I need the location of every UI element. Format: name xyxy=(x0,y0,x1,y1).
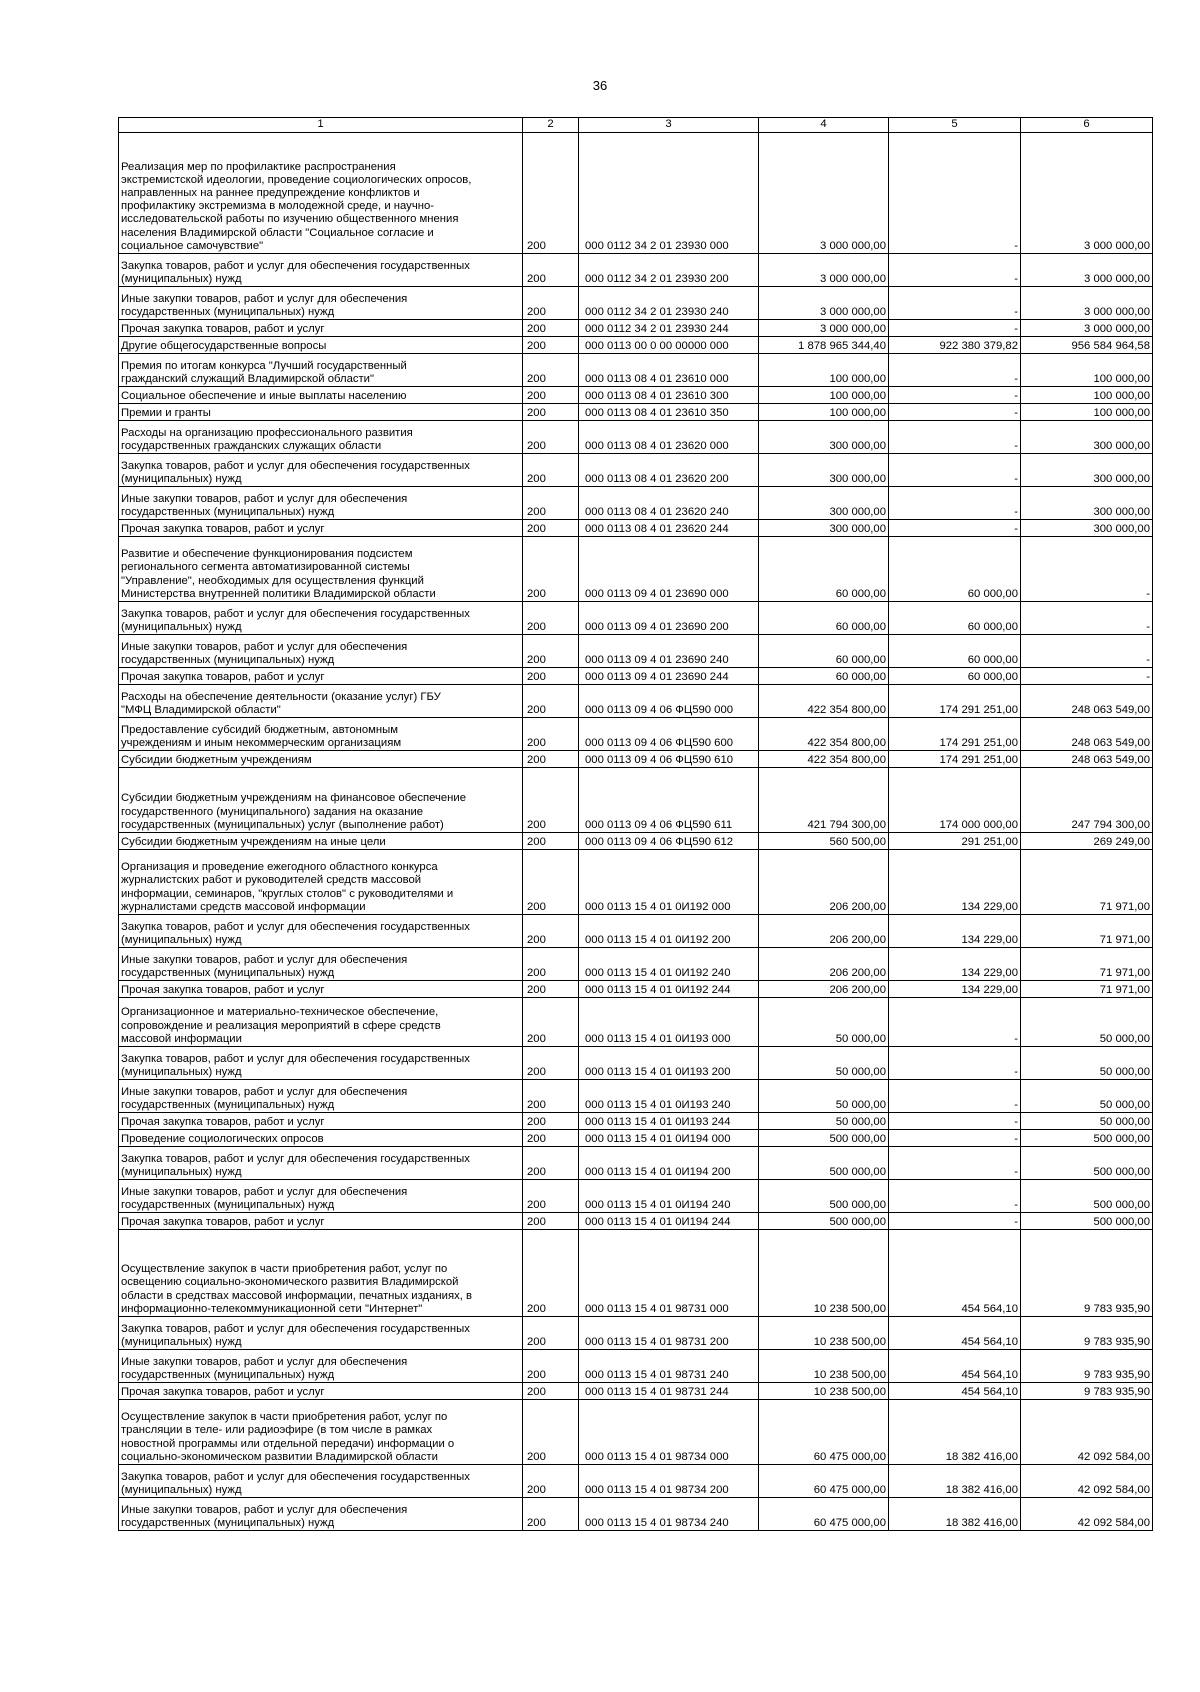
table-row xyxy=(119,354,1153,387)
row-amount-total-cell: 50 000,00 xyxy=(759,1113,889,1130)
row-code-cell: 000 0113 09 4 01 23690 000 xyxy=(579,537,759,602)
row-amount-col6-cell: 248 063 549,00 xyxy=(1021,718,1153,751)
row-rzd-cell: 200 xyxy=(523,387,579,404)
row-amount-total-cell: 100 000,00 xyxy=(759,387,889,404)
row-amount-col6-cell: 300 000,00 xyxy=(1021,520,1153,537)
row-amount-col5-cell: - xyxy=(889,998,1021,1047)
row-name-cell: Расходы на организацию профессионального развития государственных гражданских служащих области xyxy=(119,421,523,454)
row-rzd-cell: 200 xyxy=(523,602,579,635)
table-row xyxy=(119,915,1153,948)
row-code-cell: 000 0113 15 4 01 0И194 200 xyxy=(579,1147,759,1180)
row-amount-col5-cell: - xyxy=(889,133,1021,254)
row-amount-col6-cell: 3 000 000,00 xyxy=(1021,287,1153,320)
row-name-cell: Проведение социологических опросов xyxy=(119,1130,523,1147)
row-amount-col6-cell: 269 249,00 xyxy=(1021,833,1153,850)
row-amount-total-cell: 50 000,00 xyxy=(759,998,889,1047)
row-code-cell: 000 0113 15 4 01 0И193 200 xyxy=(579,1047,759,1080)
row-amount-col5-cell: - xyxy=(889,1113,1021,1130)
row-amount-col5-cell: 454 564,10 xyxy=(889,1230,1021,1317)
row-rzd-cell: 200 xyxy=(523,404,579,421)
row-rzd-cell: 200 xyxy=(523,1130,579,1147)
row-amount-col5-cell: 60 000,00 xyxy=(889,602,1021,635)
row-rzd-cell: 200 xyxy=(523,337,579,354)
row-amount-total-cell: 206 200,00 xyxy=(759,850,889,915)
row-amount-col6-cell: 248 063 549,00 xyxy=(1021,685,1153,718)
row-amount-col6-cell: 248 063 549,00 xyxy=(1021,751,1153,768)
table-row xyxy=(119,768,1153,833)
row-amount-total-cell: 300 000,00 xyxy=(759,487,889,520)
row-rzd-cell: 200 xyxy=(523,1213,579,1230)
row-amount-col5-cell: 454 564,10 xyxy=(889,1317,1021,1350)
row-amount-col5-cell: 60 000,00 xyxy=(889,668,1021,685)
row-code-cell: 000 0113 15 4 01 98731 244 xyxy=(579,1383,759,1400)
row-rzd-cell: 200 xyxy=(523,354,579,387)
table-row xyxy=(119,520,1153,537)
table-row xyxy=(119,718,1153,751)
row-amount-total-cell: 560 500,00 xyxy=(759,833,889,850)
row-amount-col6-cell: 100 000,00 xyxy=(1021,404,1153,421)
row-amount-col5-cell: - xyxy=(889,404,1021,421)
row-name-cell: Прочая закупка товаров, работ и услуг xyxy=(119,981,523,998)
table-row xyxy=(119,602,1153,635)
row-amount-col5-cell: 174 291 251,00 xyxy=(889,685,1021,718)
row-rzd-cell: 200 xyxy=(523,421,579,454)
table-row xyxy=(119,1465,1153,1498)
row-rzd-cell: 200 xyxy=(523,1080,579,1113)
row-amount-total-cell: 10 238 500,00 xyxy=(759,1317,889,1350)
row-code-cell: 000 0113 15 4 01 0И193 244 xyxy=(579,1113,759,1130)
row-name-cell: Субсидии бюджетным учреждениям на финансовое обеспечение государственного (муниципального) задания на оказание государственных (муниципальных) услуг (выполнение работ) xyxy=(119,768,523,833)
row-amount-total-cell: 3 000 000,00 xyxy=(759,287,889,320)
row-amount-total-cell: 1 878 965 344,40 xyxy=(759,337,889,354)
row-name-cell: Иные закупки товаров, работ и услуг для обеспечения государственных (муниципальных) нужд xyxy=(119,1180,523,1213)
table-header-row xyxy=(119,118,1153,133)
table-row xyxy=(119,1080,1153,1113)
row-amount-col5-cell: 134 229,00 xyxy=(889,981,1021,998)
table-row xyxy=(119,1498,1153,1531)
row-code-cell: 000 0113 15 4 01 98731 240 xyxy=(579,1350,759,1383)
row-name-cell: Премия по итогам конкурса "Лучший государственный гражданский служащий Владимирской области" xyxy=(119,354,523,387)
row-amount-col5-cell: 18 382 416,00 xyxy=(889,1400,1021,1465)
row-amount-total-cell: 60 000,00 xyxy=(759,537,889,602)
row-code-cell: 000 0113 08 4 01 23610 300 xyxy=(579,387,759,404)
row-code-cell: 000 0113 15 4 01 98734 000 xyxy=(579,1400,759,1465)
row-rzd-cell: 200 xyxy=(523,1047,579,1080)
row-rzd-cell: 200 xyxy=(523,1400,579,1465)
row-code-cell: 000 0112 34 2 01 23930 240 xyxy=(579,287,759,320)
row-amount-col6-cell: - xyxy=(1021,602,1153,635)
row-amount-total-cell: 422 354 800,00 xyxy=(759,685,889,718)
row-amount-col6-cell: 247 794 300,00 xyxy=(1021,768,1153,833)
row-rzd-cell: 200 xyxy=(523,1465,579,1498)
row-name-cell: Осуществление закупок в части приобретения работ, услуг по освещению социально-экономического развития Владимирской области в средствах массовой информации, печатных изданиях, в информационно-телекоммуникационной сети "Интернет" xyxy=(119,1230,523,1317)
row-name-cell: Предоставление субсидий бюджетным, автономным учреждениям и иным некоммерческим организациям xyxy=(119,718,523,751)
row-name-cell: Иные закупки товаров, работ и услуг для обеспечения государственных (муниципальных) нужд xyxy=(119,1498,523,1531)
row-rzd-cell: 200 xyxy=(523,454,579,487)
row-name-cell: Премии и гранты xyxy=(119,404,523,421)
row-rzd-cell: 200 xyxy=(523,915,579,948)
row-name-cell: Иные закупки товаров, работ и услуг для обеспечения государственных (муниципальных) нужд xyxy=(119,635,523,668)
row-code-cell: 000 0113 15 4 01 0И193 000 xyxy=(579,998,759,1047)
row-amount-total-cell: 422 354 800,00 xyxy=(759,751,889,768)
row-code-cell: 000 0113 15 4 01 98734 200 xyxy=(579,1465,759,1498)
row-amount-col6-cell: 50 000,00 xyxy=(1021,998,1153,1047)
table-row xyxy=(119,1383,1153,1400)
table-row xyxy=(119,287,1153,320)
row-name-cell: Субсидии бюджетным учреждениям на иные цели xyxy=(119,833,523,850)
table-row xyxy=(119,1147,1153,1180)
row-name-cell: Прочая закупка товаров, работ и услуг xyxy=(119,1383,523,1400)
row-amount-total-cell: 300 000,00 xyxy=(759,454,889,487)
row-amount-col6-cell: 9 783 935,90 xyxy=(1021,1317,1153,1350)
row-amount-col6-cell: 100 000,00 xyxy=(1021,354,1153,387)
row-amount-col5-cell: 60 000,00 xyxy=(889,537,1021,602)
row-name-cell: Закупка товаров, работ и услуг для обеспечения государственных (муниципальных) нужд xyxy=(119,1465,523,1498)
table-row xyxy=(119,133,1153,254)
table-row xyxy=(119,1350,1153,1383)
row-name-cell: Иные закупки товаров, работ и услуг для обеспечения государственных (муниципальных) нужд xyxy=(119,487,523,520)
row-amount-total-cell: 206 200,00 xyxy=(759,948,889,981)
row-amount-col5-cell: - xyxy=(889,454,1021,487)
row-amount-col6-cell: 71 971,00 xyxy=(1021,850,1153,915)
row-amount-col5-cell: 291 251,00 xyxy=(889,833,1021,850)
row-code-cell: 000 0113 08 4 01 23610 350 xyxy=(579,404,759,421)
row-name-cell: Иные закупки товаров, работ и услуг для обеспечения государственных (муниципальных) нужд xyxy=(119,287,523,320)
header-cell: 1 xyxy=(119,118,523,133)
row-amount-total-cell: 100 000,00 xyxy=(759,404,889,421)
table-row xyxy=(119,254,1153,287)
row-amount-total-cell: 421 794 300,00 xyxy=(759,768,889,833)
row-code-cell: 000 0113 09 4 01 23690 244 xyxy=(579,668,759,685)
row-amount-total-cell: 3 000 000,00 xyxy=(759,254,889,287)
row-code-cell: 000 0112 34 2 01 23930 200 xyxy=(579,254,759,287)
row-code-cell: 000 0113 09 4 01 23690 240 xyxy=(579,635,759,668)
table-row xyxy=(119,751,1153,768)
table-row xyxy=(119,1400,1153,1465)
budget-table-body xyxy=(119,118,1153,1531)
table-row xyxy=(119,998,1153,1047)
row-amount-col6-cell: 50 000,00 xyxy=(1021,1113,1153,1130)
row-amount-total-cell: 60 000,00 xyxy=(759,635,889,668)
row-amount-col6-cell: 71 971,00 xyxy=(1021,915,1153,948)
header-cell: 2 xyxy=(523,118,579,133)
row-amount-total-cell: 10 238 500,00 xyxy=(759,1230,889,1317)
row-name-cell: Реализация мер по профилактике распространения экстремистской идеологии, проведение социологических опросов, направленных на раннее предупреждение конфликтов и профилактику экстремизма в молодежной среде, и научно- исследовательской работы по изучению общественного мнения населения Владимирской области "Социальное согласие и социальное самочувствие" xyxy=(119,133,523,254)
row-code-cell: 000 0113 15 4 01 0И194 240 xyxy=(579,1180,759,1213)
header-cell: 6 xyxy=(1021,118,1153,133)
row-name-cell: Прочая закупка товаров, работ и услуг xyxy=(119,320,523,337)
row-amount-col5-cell: - xyxy=(889,1080,1021,1113)
row-rzd-cell: 200 xyxy=(523,1498,579,1531)
table-row xyxy=(119,1180,1153,1213)
row-amount-col6-cell: 71 971,00 xyxy=(1021,981,1153,998)
row-amount-col6-cell: 71 971,00 xyxy=(1021,948,1153,981)
row-name-cell: Прочая закупка товаров, работ и услуг xyxy=(119,668,523,685)
row-amount-col6-cell: 9 783 935,90 xyxy=(1021,1350,1153,1383)
row-rzd-cell: 200 xyxy=(523,487,579,520)
table-row xyxy=(119,833,1153,850)
row-name-cell: Закупка товаров, работ и услуг для обеспечения государственных (муниципальных) нужд xyxy=(119,254,523,287)
row-amount-col5-cell: 174 000 000,00 xyxy=(889,768,1021,833)
row-code-cell: 000 0113 15 4 01 0И194 000 xyxy=(579,1130,759,1147)
row-amount-col6-cell: - xyxy=(1021,668,1153,685)
row-amount-col6-cell: 9 783 935,90 xyxy=(1021,1230,1153,1317)
row-rzd-cell: 200 xyxy=(523,1317,579,1350)
row-code-cell: 000 0113 15 4 01 0И192 240 xyxy=(579,948,759,981)
header-cell: 5 xyxy=(889,118,1021,133)
table-row xyxy=(119,685,1153,718)
row-amount-total-cell: 500 000,00 xyxy=(759,1147,889,1180)
row-amount-col6-cell: 3 000 000,00 xyxy=(1021,254,1153,287)
row-amount-col5-cell: - xyxy=(889,421,1021,454)
row-amount-total-cell: 60 475 000,00 xyxy=(759,1465,889,1498)
row-name-cell: Закупка товаров, работ и услуг для обеспечения государственных (муниципальных) нужд xyxy=(119,1047,523,1080)
row-amount-col6-cell: 500 000,00 xyxy=(1021,1130,1153,1147)
row-amount-col6-cell: - xyxy=(1021,537,1153,602)
table-row xyxy=(119,948,1153,981)
row-amount-col5-cell: 454 564,10 xyxy=(889,1350,1021,1383)
row-amount-col5-cell: 174 291 251,00 xyxy=(889,718,1021,751)
row-amount-col6-cell: 500 000,00 xyxy=(1021,1213,1153,1230)
row-amount-col5-cell: - xyxy=(889,1180,1021,1213)
row-code-cell: 000 0113 08 4 01 23620 244 xyxy=(579,520,759,537)
table-row xyxy=(119,1113,1153,1130)
row-rzd-cell: 200 xyxy=(523,287,579,320)
row-code-cell: 000 0113 08 4 01 23620 240 xyxy=(579,487,759,520)
row-amount-col5-cell: - xyxy=(889,1047,1021,1080)
row-code-cell: 000 0113 09 4 06 ФЦ590 610 xyxy=(579,751,759,768)
row-amount-total-cell: 60 000,00 xyxy=(759,602,889,635)
row-amount-total-cell: 300 000,00 xyxy=(759,421,889,454)
row-rzd-cell: 200 xyxy=(523,751,579,768)
table-row xyxy=(119,981,1153,998)
row-amount-total-cell: 3 000 000,00 xyxy=(759,320,889,337)
budget-table xyxy=(118,117,1153,1531)
row-rzd-cell: 200 xyxy=(523,1230,579,1317)
row-amount-col6-cell: 42 092 584,00 xyxy=(1021,1465,1153,1498)
row-rzd-cell: 200 xyxy=(523,718,579,751)
row-code-cell: 000 0113 09 4 06 ФЦ590 611 xyxy=(579,768,759,833)
row-amount-total-cell: 60 000,00 xyxy=(759,668,889,685)
row-name-cell: Закупка товаров, работ и услуг для обеспечения государственных (муниципальных) нужд xyxy=(119,602,523,635)
row-amount-col5-cell: - xyxy=(889,487,1021,520)
row-code-cell: 000 0112 34 2 01 23930 244 xyxy=(579,320,759,337)
table-row xyxy=(119,337,1153,354)
row-amount-col5-cell: - xyxy=(889,1213,1021,1230)
row-amount-col6-cell: 3 000 000,00 xyxy=(1021,320,1153,337)
row-name-cell: Социальное обеспечение и иные выплаты населению xyxy=(119,387,523,404)
row-amount-col6-cell: 300 000,00 xyxy=(1021,421,1153,454)
row-rzd-cell: 200 xyxy=(523,133,579,254)
row-amount-col6-cell: 42 092 584,00 xyxy=(1021,1400,1153,1465)
header-cell: 4 xyxy=(759,118,889,133)
row-amount-total-cell: 500 000,00 xyxy=(759,1130,889,1147)
row-code-cell: 000 0113 15 4 01 0И192 000 xyxy=(579,850,759,915)
row-amount-col5-cell: 60 000,00 xyxy=(889,635,1021,668)
row-amount-total-cell: 10 238 500,00 xyxy=(759,1383,889,1400)
row-name-cell: Субсидии бюджетным учреждениям xyxy=(119,751,523,768)
row-code-cell: 000 0113 15 4 01 0И194 244 xyxy=(579,1213,759,1230)
table-row xyxy=(119,850,1153,915)
row-amount-col6-cell: 100 000,00 xyxy=(1021,387,1153,404)
row-amount-col5-cell: 18 382 416,00 xyxy=(889,1498,1021,1531)
row-rzd-cell: 200 xyxy=(523,537,579,602)
row-code-cell: 000 0113 15 4 01 98734 240 xyxy=(579,1498,759,1531)
row-rzd-cell: 200 xyxy=(523,1350,579,1383)
row-rzd-cell: 200 xyxy=(523,850,579,915)
row-code-cell: 000 0113 08 4 01 23610 000 xyxy=(579,354,759,387)
row-rzd-cell: 200 xyxy=(523,668,579,685)
row-amount-total-cell: 3 000 000,00 xyxy=(759,133,889,254)
row-code-cell: 000 0113 00 0 00 00000 000 xyxy=(579,337,759,354)
row-code-cell: 000 0113 15 4 01 0И192 244 xyxy=(579,981,759,998)
row-code-cell: 000 0113 15 4 01 98731 200 xyxy=(579,1317,759,1350)
row-amount-col6-cell: 500 000,00 xyxy=(1021,1147,1153,1180)
row-amount-col5-cell: 18 382 416,00 xyxy=(889,1465,1021,1498)
row-code-cell: 000 0113 09 4 06 ФЦ590 600 xyxy=(579,718,759,751)
row-name-cell: Другие общегосударственные вопросы xyxy=(119,337,523,354)
row-name-cell: Закупка товаров, работ и услуг для обеспечения государственных (муниципальных) нужд xyxy=(119,1147,523,1180)
row-rzd-cell: 200 xyxy=(523,635,579,668)
row-amount-total-cell: 500 000,00 xyxy=(759,1180,889,1213)
row-name-cell: Прочая закупка товаров, работ и услуг xyxy=(119,1113,523,1130)
row-amount-total-cell: 100 000,00 xyxy=(759,354,889,387)
row-rzd-cell: 200 xyxy=(523,998,579,1047)
row-amount-col5-cell: 134 229,00 xyxy=(889,948,1021,981)
row-amount-col6-cell: 50 000,00 xyxy=(1021,1047,1153,1080)
row-amount-col5-cell: - xyxy=(889,287,1021,320)
row-name-cell: Иные закупки товаров, работ и услуг для обеспечения государственных (муниципальных) нужд xyxy=(119,1350,523,1383)
row-amount-col5-cell: - xyxy=(889,520,1021,537)
row-rzd-cell: 200 xyxy=(523,320,579,337)
row-amount-col5-cell: - xyxy=(889,1130,1021,1147)
table-row xyxy=(119,320,1153,337)
row-code-cell: 000 0112 34 2 01 23930 000 xyxy=(579,133,759,254)
row-name-cell: Иные закупки товаров, работ и услуг для обеспечения государственных (муниципальных) нужд xyxy=(119,948,523,981)
row-amount-col5-cell: 134 229,00 xyxy=(889,850,1021,915)
row-amount-col6-cell: 500 000,00 xyxy=(1021,1180,1153,1213)
table-row xyxy=(119,1230,1153,1317)
header-cell: 3 xyxy=(579,118,759,133)
row-amount-total-cell: 500 000,00 xyxy=(759,1213,889,1230)
row-amount-col6-cell: 42 092 584,00 xyxy=(1021,1498,1153,1531)
row-amount-total-cell: 300 000,00 xyxy=(759,520,889,537)
table-row xyxy=(119,635,1153,668)
table-row xyxy=(119,487,1153,520)
row-name-cell: Закупка товаров, работ и услуг для обеспечения государственных (муниципальных) нужд xyxy=(119,915,523,948)
row-amount-col5-cell: 922 380 379,82 xyxy=(889,337,1021,354)
row-amount-col5-cell: - xyxy=(889,387,1021,404)
row-rzd-cell: 200 xyxy=(523,981,579,998)
row-code-cell: 000 0113 08 4 01 23620 000 xyxy=(579,421,759,454)
row-name-cell: Прочая закупка товаров, работ и услуг xyxy=(119,1213,523,1230)
row-rzd-cell: 200 xyxy=(523,1113,579,1130)
row-rzd-cell: 200 xyxy=(523,254,579,287)
page-number: 36 xyxy=(592,78,608,93)
row-amount-total-cell: 206 200,00 xyxy=(759,981,889,998)
row-rzd-cell: 200 xyxy=(523,833,579,850)
row-amount-total-cell: 60 475 000,00 xyxy=(759,1400,889,1465)
table-row xyxy=(119,1130,1153,1147)
table-row xyxy=(119,537,1153,602)
row-code-cell: 000 0113 15 4 01 0И193 240 xyxy=(579,1080,759,1113)
row-code-cell: 000 0113 09 4 06 ФЦ590 612 xyxy=(579,833,759,850)
row-amount-col6-cell: 3 000 000,00 xyxy=(1021,133,1153,254)
row-amount-col5-cell: - xyxy=(889,254,1021,287)
row-amount-col5-cell: - xyxy=(889,1147,1021,1180)
table-row xyxy=(119,404,1153,421)
row-name-cell: Расходы на обеспечение деятельности (оказание услуг) ГБУ "МФЦ Владимирской области" xyxy=(119,685,523,718)
row-code-cell: 000 0113 08 4 01 23620 200 xyxy=(579,454,759,487)
row-name-cell: Закупка товаров, работ и услуг для обеспечения государственных (муниципальных) нужд xyxy=(119,454,523,487)
row-amount-col5-cell: - xyxy=(889,320,1021,337)
row-rzd-cell: 200 xyxy=(523,948,579,981)
row-amount-col5-cell: 174 291 251,00 xyxy=(889,751,1021,768)
row-amount-total-cell: 10 238 500,00 xyxy=(759,1350,889,1383)
row-amount-col5-cell: 134 229,00 xyxy=(889,915,1021,948)
row-amount-col6-cell: 50 000,00 xyxy=(1021,1080,1153,1113)
row-amount-col6-cell: 300 000,00 xyxy=(1021,454,1153,487)
row-rzd-cell: 200 xyxy=(523,1180,579,1213)
row-amount-col5-cell: - xyxy=(889,354,1021,387)
row-name-cell: Осуществление закупок в части приобретения работ, услуг по трансляции в теле- или радиоэфире (в том числе в рамках новостной программы или отдельной передачи) информации о социально-экономическом развитии Владимирской области xyxy=(119,1400,523,1465)
row-code-cell: 000 0113 09 4 01 23690 200 xyxy=(579,602,759,635)
row-name-cell: Организационное и материально-техническое обеспечение, сопровождение и реализация мероприятий в сфере средств массовой информации xyxy=(119,998,523,1047)
row-rzd-cell: 200 xyxy=(523,1147,579,1180)
row-rzd-cell: 200 xyxy=(523,685,579,718)
row-amount-total-cell: 422 354 800,00 xyxy=(759,718,889,751)
row-amount-col5-cell: 454 564,10 xyxy=(889,1383,1021,1400)
row-name-cell: Развитие и обеспечение функционирования подсистем регионального сегмента автоматизированной системы "Управление", необходимых для осуществления функций Министерства внутренней политики Владимирской области xyxy=(119,537,523,602)
row-name-cell: Иные закупки товаров, работ и услуг для обеспечения государственных (муниципальных) нужд xyxy=(119,1080,523,1113)
row-code-cell: 000 0113 09 4 06 ФЦ590 000 xyxy=(579,685,759,718)
row-name-cell: Прочая закупка товаров, работ и услуг xyxy=(119,520,523,537)
row-rzd-cell: 200 xyxy=(523,1383,579,1400)
table-row xyxy=(119,1317,1153,1350)
row-amount-col6-cell: 956 584 964,58 xyxy=(1021,337,1153,354)
table-row xyxy=(119,668,1153,685)
row-rzd-cell: 200 xyxy=(523,768,579,833)
row-name-cell: Организация и проведение ежегодного областного конкурса журналистских работ и руководителей средств массовой информации, семинаров, "круглых столов" с руководителями и журналистами средств массовой информации xyxy=(119,850,523,915)
row-amount-col6-cell: 9 783 935,90 xyxy=(1021,1383,1153,1400)
row-amount-total-cell: 50 000,00 xyxy=(759,1080,889,1113)
row-code-cell: 000 0113 15 4 01 98731 000 xyxy=(579,1230,759,1317)
table-row xyxy=(119,387,1153,404)
row-amount-col6-cell: - xyxy=(1021,635,1153,668)
row-amount-total-cell: 206 200,00 xyxy=(759,915,889,948)
row-amount-total-cell: 60 475 000,00 xyxy=(759,1498,889,1531)
table-row xyxy=(119,454,1153,487)
row-rzd-cell: 200 xyxy=(523,520,579,537)
table-row xyxy=(119,421,1153,454)
table-row xyxy=(119,1047,1153,1080)
row-code-cell: 000 0113 15 4 01 0И192 200 xyxy=(579,915,759,948)
row-amount-total-cell: 50 000,00 xyxy=(759,1047,889,1080)
row-name-cell: Закупка товаров, работ и услуг для обеспечения государственных (муниципальных) нужд xyxy=(119,1317,523,1350)
table-row xyxy=(119,1213,1153,1230)
row-amount-col6-cell: 300 000,00 xyxy=(1021,487,1153,520)
